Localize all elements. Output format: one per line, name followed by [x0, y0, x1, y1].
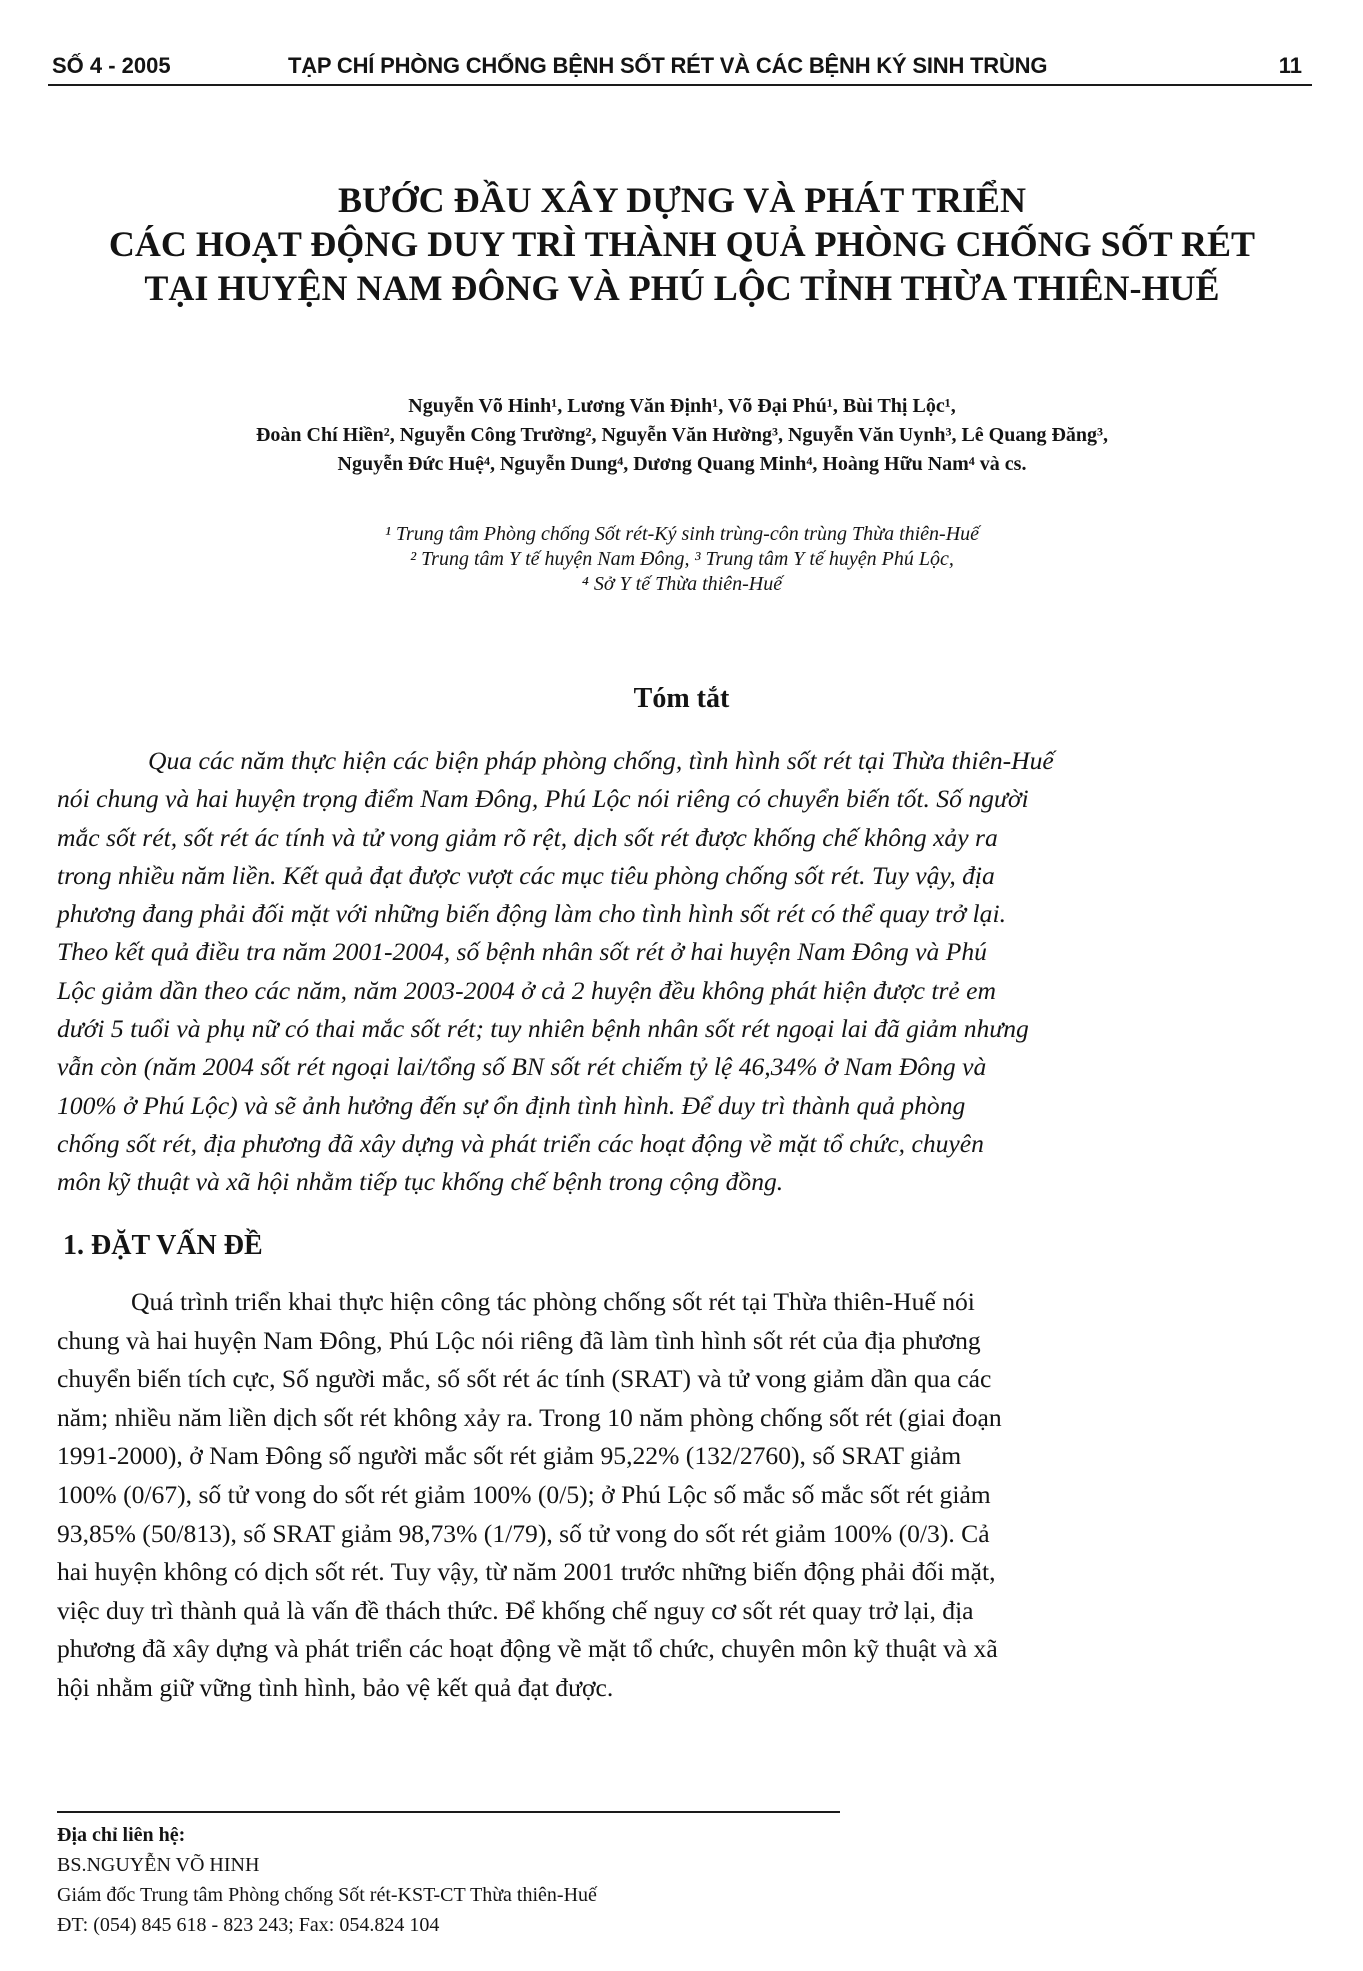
body-line: hội nhằm giữ vững tình hình, bảo vệ kết quả đạt được. [57, 1672, 614, 1702]
footnote-line: Giám đốc Trung tâm Phòng chống Sốt rét-KST-CT Thừa thiên-Huế [57, 1884, 597, 1906]
author-line: Nguyễn Đức Huệ⁴, Nguyễn Dung⁴, Dương Quang Minh⁴, Hoàng Hữu Nam⁴ và cs. [337, 453, 1027, 475]
author-list [40, 392, 1324, 479]
body-line: 100% (0/67), số tử vong do sốt rét giảm 100% (0/5); ở Phú Lộc số mắc số mắc sốt rét giảm [57, 1479, 991, 1509]
abstract-line: chống sốt rét, địa phương đã xây dựng và phát triển các hoạt động về mặt tổ chức, chuyên [57, 1128, 984, 1158]
abstract-line: 100% ở Phú Lộc) và sẽ ảnh hưởng đến sự ổn định tình hình. Để duy trì thành quả phòng [57, 1090, 966, 1120]
body-line: chuyển biến tích cực, Số người mắc, số sốt rét ác tính (SRAT) và tử vong giảm dần qua các [57, 1364, 992, 1394]
issue-number: SỐ 4 - 2005 [52, 53, 171, 78]
abstract-line: mắc sốt rét, sốt rét ác tính và tử vong giảm rõ rệt, dịch sốt rét được khống chế không xảy ra [57, 822, 998, 852]
body-line: 93,85% (50/813), số SRAT giảm 98,73% (1/79), số tử vong do sốt rét giảm 100% (0/3). Cả [57, 1518, 990, 1548]
footnote-line: BS.NGUYỄN VÕ HINH [57, 1854, 260, 1876]
title-line: CÁC HOẠT ĐỘNG DUY TRÌ THÀNH QUẢ PHÒNG CHỐNG SỐT RÉT [108, 224, 1256, 264]
title-line: BƯỚC ĐẦU XÂY DỰNG VÀ PHÁT TRIỂN [337, 180, 1027, 220]
abstract-line: nói chung và hai huyện trọng điểm Nam Đông, Phú Lộc nói riêng có chuyển biến tốt. Số người [57, 784, 1029, 814]
abstract-line: môn kỹ thuật và xã hội nhằm tiếp tục khống chế bệnh trong cộng đồng. [57, 1167, 784, 1197]
abstract-line: Qua các năm thực hiện các biện pháp phòng chống, tình hình sốt rét tại Thừa thiên-Huế [148, 746, 1054, 775]
body-line: 1991-2000), ở Nam Đông số người mắc sốt rét giảm 95,22% (132/2760), số SRAT giảm [57, 1441, 962, 1471]
body-line: phương đã xây dựng và phát triển các hoạt động về mặt tổ chức, chuyên môn kỹ thuật và xã [57, 1634, 998, 1664]
footnote-divider [57, 1811, 840, 1813]
abstract-text [57, 742, 1312, 1202]
footnote-label: Địa chỉ liên hệ: [57, 1824, 186, 1846]
abstract-line: dưới 5 tuổi và phụ nữ có thai mắc sốt rét; tuy nhiên bệnh nhân sốt rét ngoại lai đã giảm nhưng [57, 1014, 1029, 1044]
contact-footnote [57, 1820, 957, 1940]
abstract-line: vẫn còn (năm 2004 sốt rét ngoại lai/tổng số BN sốt rét chiếm tỷ lệ 46,34% ở Nam Đông và [57, 1052, 987, 1082]
running-header [48, 48, 1312, 86]
abstract-line: Lộc giảm dần theo các năm, năm 2003-2004 ở cả 2 huyện đều không phát hiện được trẻ em [57, 975, 997, 1005]
footnote-line: ĐT: (054) 845 618 - 823 243; Fax: 054.824 104 [57, 1914, 440, 1936]
author-line: Đoàn Chí Hiền², Nguyễn Công Trường², Nguyễn Văn Hường³, Nguyễn Văn Uynh³, Lê Quang Đăng³, [255, 424, 1109, 446]
body-line: năm; nhiều năm liền dịch sốt rét không xảy ra. Trong 10 năm phòng chống sốt rét (giai đoạn [57, 1402, 1002, 1432]
abstract-heading: Tóm tắt [633, 683, 730, 714]
title-line: TẠI HUYỆN NAM ĐÔNG VÀ PHÚ LỘC TỈNH THỪA THIÊN-HUẾ [144, 268, 1220, 308]
section-heading: 1. ĐẶT VẤN ĐỀ [63, 1230, 263, 1261]
affiliation-line: ⁴ Sở Y tế Thừa thiên-Huế [581, 573, 783, 595]
body-line: hai huyện không có dịch sốt rét. Tuy vậy, từ năm 2001 trước những biến động phải đối mặt, [57, 1557, 996, 1587]
affiliation-list [40, 522, 1324, 597]
author-line: Nguyễn Võ Hinh¹, Lương Văn Định¹, Võ Đại Phú¹, Bùi Thị Lộc¹, [408, 395, 956, 417]
journal-title: TẠP CHÍ PHÒNG CHỐNG BỆNH SỐT RÉT VÀ CÁC BỆNH KÝ SINH TRÙNG [288, 53, 1048, 78]
body-line: Quá trình triển khai thực hiện công tác phòng chống sốt rét tại Thừa thiên-Huế nói [131, 1287, 975, 1316]
abstract-line: trong nhiều năm liền. Kết quả đạt được vượt các mục tiêu phòng chống sốt rét. Tuy vậy, địa [57, 860, 995, 890]
abstract-line: phương đang phải đối mặt với những biến động làm cho tình hình sốt rét có thể quay trở lại. [57, 899, 1006, 929]
section-body [57, 1283, 1312, 1708]
body-line: chung và hai huyện Nam Đông, Phú Lộc nói riêng đã làm tình hình sốt rét của địa phương [57, 1325, 981, 1355]
abstract-line: Theo kết quả điều tra năm 2001-2004, số bệnh nhân sốt rét ở hai huyện Nam Đông và Phú [57, 937, 987, 967]
page-number: 11 [1278, 53, 1302, 78]
affiliation-line: ¹ Trung tâm Phòng chống Sốt rét-Ký sinh trùng-côn trùng Thừa thiên-Huế [384, 523, 980, 545]
affiliation-line: ² Trung tâm Y tế huyện Nam Đông, ³ Trung tâm Y tế huyện Phú Lộc, [410, 548, 954, 570]
article-title [40, 178, 1324, 310]
body-line: việc duy trì thành quả là vấn đề thách thức. Để khống chế nguy cơ sốt rét quay trở lại, địa [57, 1595, 974, 1625]
